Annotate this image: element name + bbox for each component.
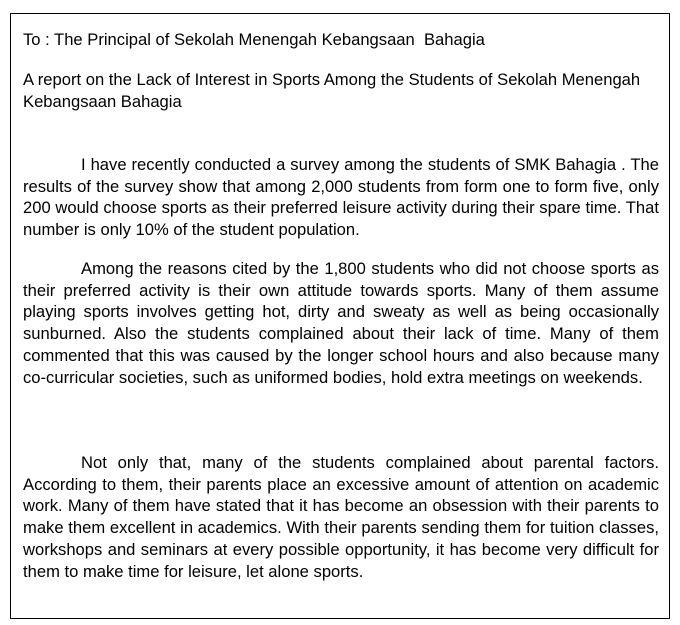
report-title: A report on the Lack of Interest in Sports Among the Students of Sekolah Menengah Kebangsaan Bahagia bbox=[23, 70, 641, 111]
paragraph-survey-results: I have recently conducted a survey among the students of SMK Bahagia . The results of the survey show that among 2,000 students from form one to form five, only 200 would choose sports as their preferred leisure activity during their spare time. That number is only 10% of the student population. bbox=[23, 155, 659, 240]
recipient-line: To : The Principal of Sekolah Menengah Kebangsaan Bahagia bbox=[23, 30, 485, 49]
paragraph-attitude-and-time: Among the reasons cited by the 1,800 students who did not choose sports as their preferred activity is their own attitude towards sports. Many of them assume playing sports involves getting hot, dirty and sweaty as well as being occasionally sunburned. Also the students complained about their lack of time. Many of them commented that this was caused by the longer school hours and also because many co-curricular societies, such as uniformed bodies, hold extra meetings on weekends. bbox=[23, 259, 659, 387]
paragraph-parental-factors: Not only that, many of the students complained about parental factors. According to them, their parents place an excessive amount of attention on academic work. Many of them have stated that it has become an obsession with their parents to make them excellent in academics. With their parents sending them for tuition classes, workshops and seminars at every possible opportunity, it has become very difficult for them to make time for leisure, let alone sports. bbox=[23, 453, 659, 581]
